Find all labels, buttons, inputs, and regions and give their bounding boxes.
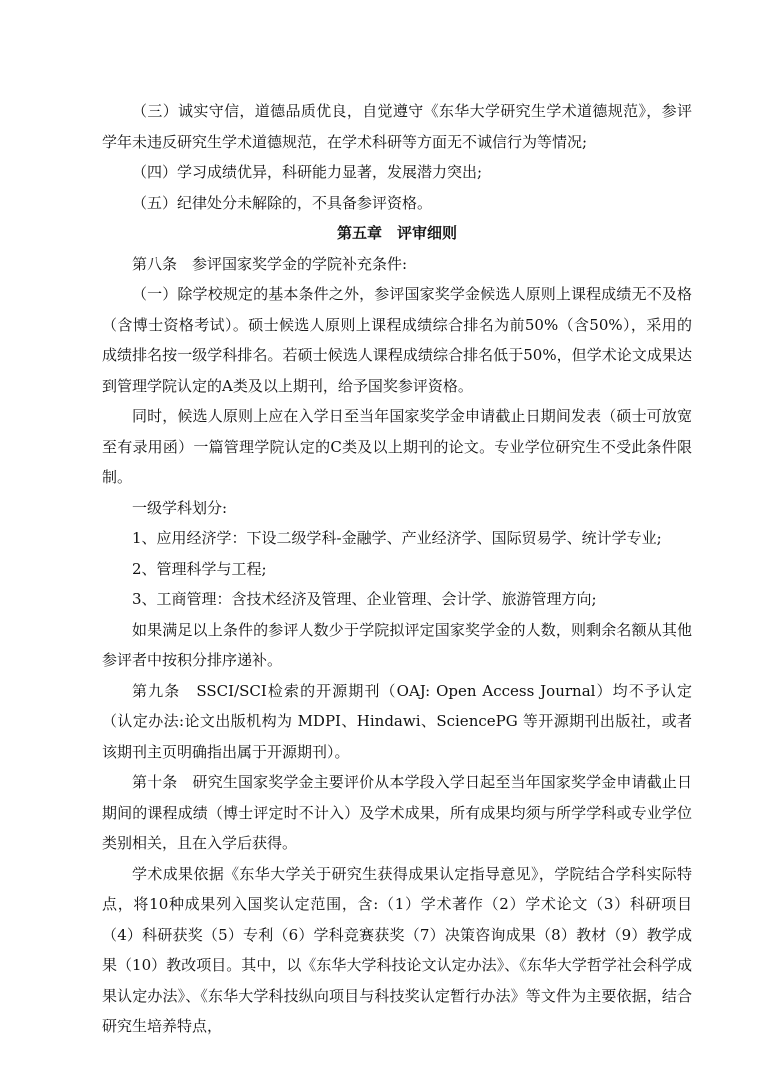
article-8-item-1: （一）除学校规定的基本条件之外，参评国家奖学金候选人原则上课程成绩无不及格（含博士资格考试）。硕士候选人原则上课程成绩综合排名为前50%（含50%），采用的成绩排名按一级学科排名。若硕士候选人课程成绩综合排名低于50%，但学术论文成果达到管理学院认定的A类及以上期刊，给予国奖参评资格。 [102, 285, 692, 395]
discipline-division-title: 一级学科划分: [132, 498, 228, 517]
discipline-business-administration: 3、工商管理：含技术经济及管理、企业管理、会计学、旅游管理方向; [132, 590, 597, 608]
clause-academic-performance: （四）学习成绩优异，科研能力显著，发展潜力突出; [132, 163, 483, 181]
article-8-title: 第八条 参评国家奖学金的学院补充条件: [132, 254, 408, 273]
chapter-heading: 第五章 评审细则 [336, 224, 457, 242]
article-10: 第十条 研究生国家奖学金主要评价从本学段入学日起至当年国家奖学金申请截止日期间的课程成绩（博士评定时不计入）及学术成果，所有成果均须与所学学科或专业学位类别相关，且在入学后获得。 [102, 773, 692, 852]
article-8-publication-requirement: 同时，候选人原则上应在入学日至当年国家奖学金申请截止日期间发表（硕士可放宽至有录用函）一篇管理学院认定的C类及以上期刊的论文。专业学位研究生不受此条件限制。 [102, 407, 692, 486]
article-9: 第九条 SSCI/SCI检索的开源期刊（OAJ: Open Access Journal）均不予认定（认定办法:论文出版机构为 MDPI、Hindawi、SciencePG 等开源期刊出版社，或者该期刊主页明确指出属于开源期刊）。 [102, 681, 692, 761]
quota-supplement-rule: 如果满足以上条件的参评人数少于学院拟评定国家奖学金的人数，则剩余名额从其他参评者中按积分排序递补。 [102, 620, 692, 669]
academic-achievements-scope: 学术成果依据《东华大学关于研究生获得成果认定指导意见》，学院结合学科实际特点，将10种成果列入国奖认定范围，含:（1）学术著作（2）学术论文（3）科研项目（4）科研获奖（5）专利（6）学科竞赛获奖（7）决策咨询成果（8）教材（9）教学成果（10）教改项目。其中，以《东华大学科技论文认定办法》、《东华大学哲学社会科学成果认定办法》、《东华大学科技纵向项目与科技奖认定暂行办法》等文件为主要依据，结合研究生培养特点， [102, 864, 692, 1035]
discipline-management-science: 2、管理科学与工程; [132, 559, 267, 578]
clause-disciplinary: （五）纪律处分未解除的，不具备参评资格。 [132, 193, 433, 212]
document-body [102, 96, 692, 1042]
discipline-applied-economics: 1、应用经济学：下设二级学科-金融学、产业经济学、国际贸易学、统计学专业; [132, 529, 662, 547]
clause-honesty: （三）诚实守信，道德品质优良，自觉遵守《东华大学研究生学术道德规范》，参评学年未违反研究生学术道德规范，在学术科研等方面无不诚信行为等情况; [102, 102, 692, 151]
